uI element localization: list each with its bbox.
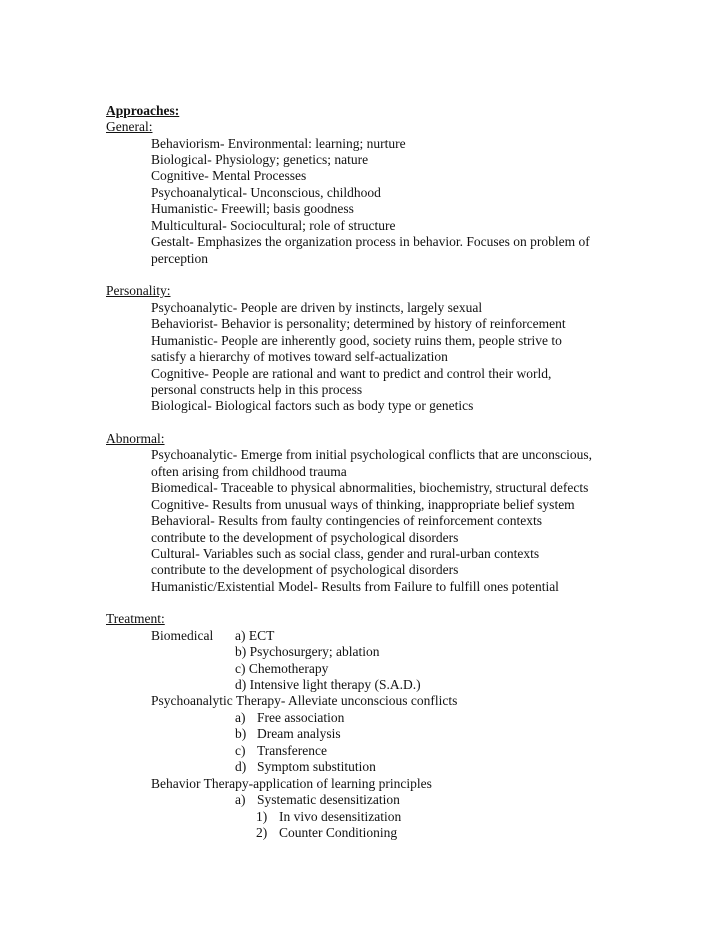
biomedical-item: d) Intensive light therapy (S.A.D.) bbox=[235, 677, 421, 692]
psychoanalytic-therapy-label: Psychoanalytic Therapy- Alleviate unconscious conflicts bbox=[151, 693, 458, 708]
biomedical-item: c) Chemotherapy bbox=[235, 661, 329, 676]
personality-item: Psychoanalytic- People are driven by instincts, largely sexual bbox=[151, 300, 483, 315]
general-heading: General: bbox=[106, 119, 153, 134]
treatment-heading: Treatment: bbox=[106, 611, 165, 626]
biomedical-item: b) Psychosurgery; ablation bbox=[235, 644, 380, 659]
general-item: Cognitive- Mental Processes bbox=[151, 168, 307, 183]
list-marker: a) bbox=[235, 792, 246, 807]
list-marker: a) bbox=[235, 710, 246, 725]
abnormal-heading: Abnormal: bbox=[106, 431, 165, 446]
general-item: perception bbox=[151, 251, 208, 266]
personality-item: Cognitive- People are rational and want to predict and control their world, bbox=[151, 366, 552, 381]
general-item: Psychoanalytical- Unconscious, childhood bbox=[151, 185, 381, 200]
personality-item: personal constructs help in this process bbox=[151, 382, 363, 397]
abnormal-item: Biomedical- Traceable to physical abnormalities, biochemistry, structural defects bbox=[151, 480, 589, 495]
list-marker: 1) bbox=[256, 809, 268, 824]
list-marker: d) bbox=[235, 759, 247, 774]
psychoanalytic-item: Symptom substitution bbox=[257, 759, 376, 774]
abnormal-item: often arising from childhood trauma bbox=[151, 464, 347, 479]
biomedical-item: a) ECT bbox=[235, 628, 275, 643]
general-item: Biological- Physiology; genetics; nature bbox=[151, 152, 369, 167]
abnormal-item: Psychoanalytic- Emerge from initial psychological conflicts that are unconscious, bbox=[151, 447, 593, 462]
psychoanalytic-item: Transference bbox=[257, 743, 327, 758]
behavior-subitem: Counter Conditioning bbox=[279, 825, 398, 840]
behavior-therapy-label: Behavior Therapy-application of learning principles bbox=[151, 776, 432, 791]
psychoanalytic-item: Free association bbox=[257, 710, 345, 725]
psychoanalytic-item: Dream analysis bbox=[257, 726, 341, 741]
general-item: Behaviorism- Environmental: learning; nurture bbox=[151, 136, 406, 151]
general-item: Multicultural- Sociocultural; role of structure bbox=[151, 218, 396, 233]
abnormal-item: Humanistic/Existential Model- Results from Failure to fulfill ones potential bbox=[151, 579, 559, 594]
abnormal-item: Behavioral- Results from faulty contingencies of reinforcement contexts bbox=[151, 513, 542, 528]
behavior-subitem: In vivo desensitization bbox=[279, 809, 402, 824]
abnormal-item: contribute to the development of psychological disorders bbox=[151, 530, 459, 545]
abnormal-item: Cognitive- Results from unusual ways of thinking, inappropriate belief system bbox=[151, 497, 575, 512]
list-marker: b) bbox=[235, 726, 247, 741]
behavior-item: Systematic desensitization bbox=[257, 792, 400, 807]
page-title: Approaches: bbox=[106, 103, 180, 118]
personality-item: satisfy a hierarchy of motives toward self-actualization bbox=[151, 349, 448, 364]
list-marker: c) bbox=[235, 743, 246, 758]
abnormal-item: contribute to the development of psychological disorders bbox=[151, 562, 459, 577]
personality-item: Humanistic- People are inherently good, society ruins them, people strive to bbox=[151, 333, 562, 348]
list-marker: 2) bbox=[256, 825, 268, 840]
general-item: Gestalt- Emphasizes the organization process in behavior. Focuses on problem of bbox=[151, 234, 590, 249]
biomedical-label: Biomedical bbox=[151, 628, 214, 643]
abnormal-item: Cultural- Variables such as social class, gender and rural-urban contexts bbox=[151, 546, 540, 561]
personality-item: Biological- Biological factors such as body type or genetics bbox=[151, 398, 474, 413]
personality-heading: Personality: bbox=[106, 283, 171, 298]
general-item: Humanistic- Freewill; basis goodness bbox=[151, 201, 354, 216]
personality-item: Behaviorist- Behavior is personality; determined by history of reinforcement bbox=[151, 316, 566, 331]
